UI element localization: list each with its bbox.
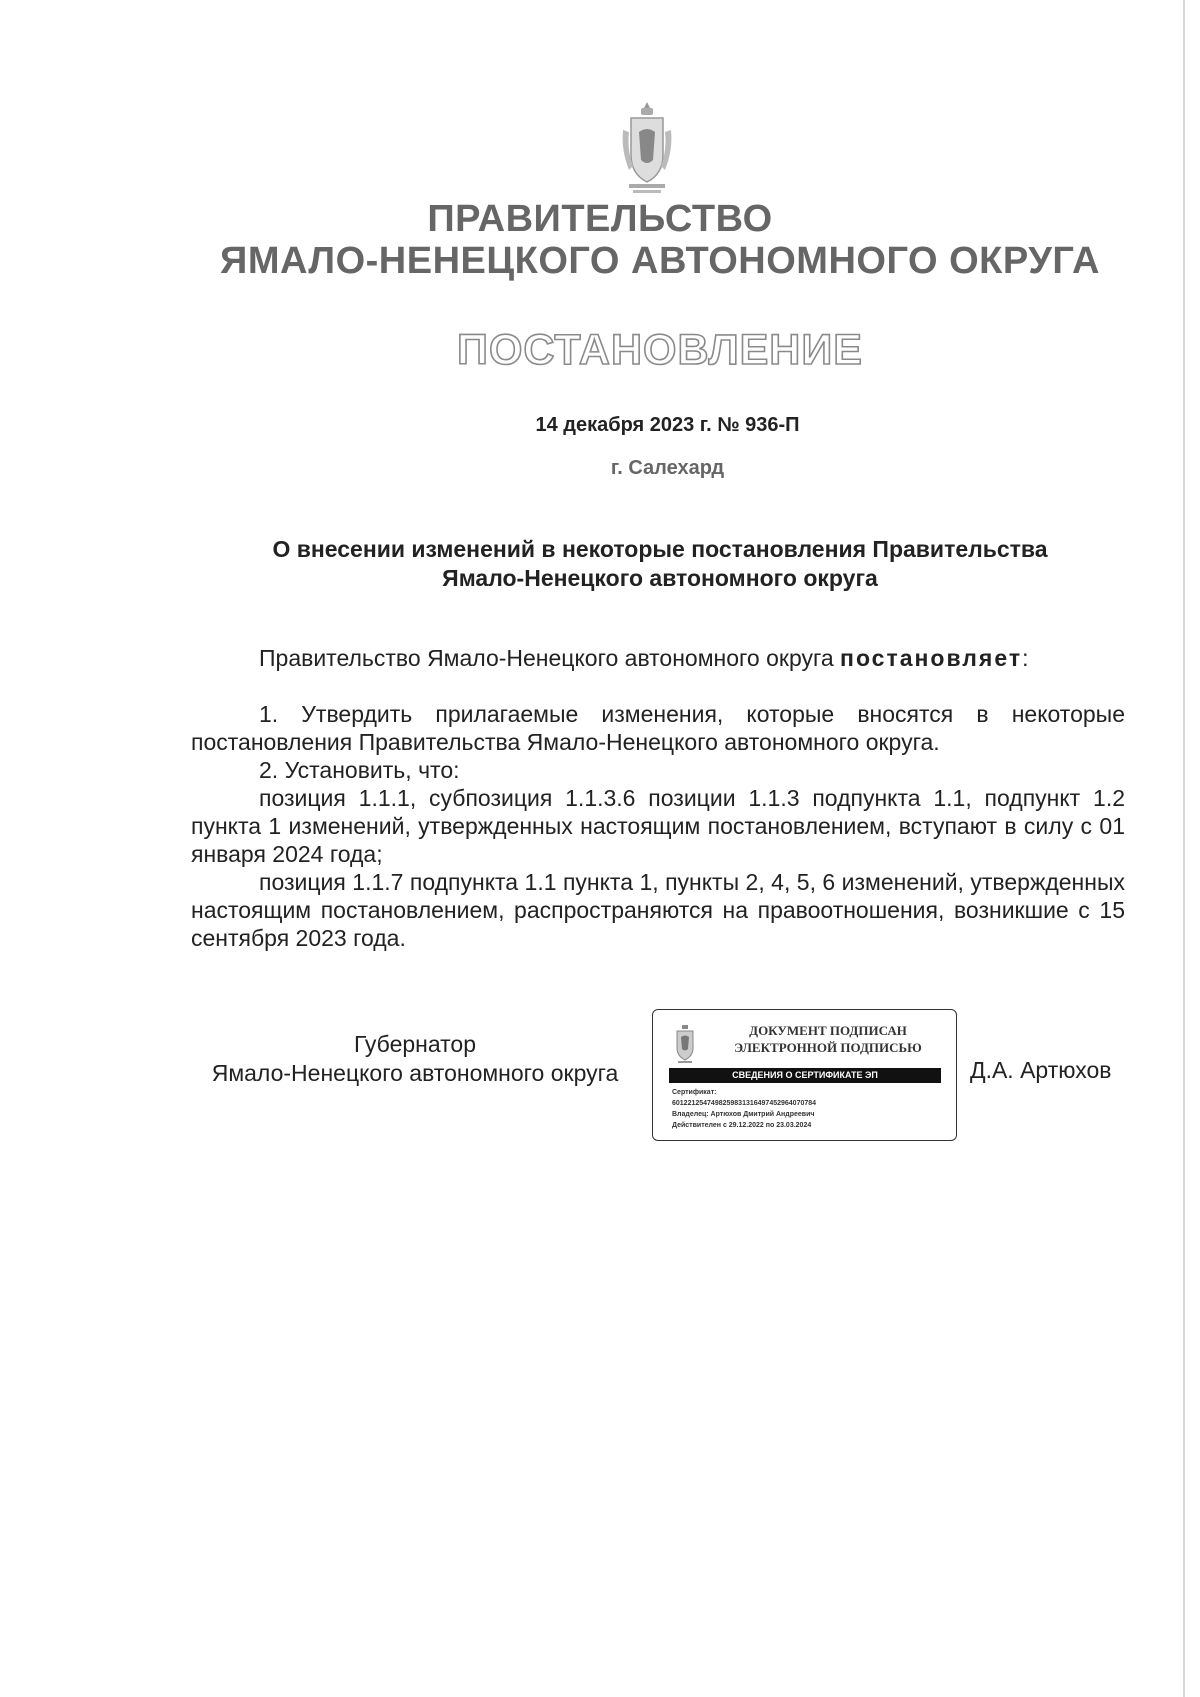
stamp-cert-number: 6012212547498259831316497452964070784 bbox=[672, 1100, 817, 1107]
intro-colon: : bbox=[1022, 645, 1029, 671]
document-city: г. Салехард bbox=[610, 457, 725, 479]
paragraph-4: позиция 1.1.7 подпункта 1.1 пункта 1, пункты 2, 4, 5, 6 изменений, утвержденных настоящим постановлением, распространяются на правоотношения, возникшие с 15 сентября 2023 года. bbox=[191, 869, 1125, 951]
stamp-title bbox=[708, 1022, 948, 1056]
electronic-signature-stamp bbox=[652, 1009, 957, 1141]
paragraph-2: 2. Установить, что: bbox=[259, 757, 460, 783]
stamp-owner: Владелец: Артюхов Дмитрий Андреевич bbox=[672, 1111, 815, 1118]
stamp-details bbox=[672, 1087, 948, 1131]
signatory-position bbox=[190, 1030, 640, 1088]
paragraph-1: 1. Утвердить прилагаемые изменения, которые вносятся в некоторые постановления Правительства Ямало-Ненецкого автономного округа. bbox=[191, 701, 1125, 755]
document-title bbox=[200, 535, 1120, 593]
position-line-1: Губернатор bbox=[353, 1031, 477, 1057]
paragraph-3: позиция 1.1.1, субпозиция 1.1.3.6 позиции 1.1.3 подпункта 1.1, подпункт 1.2 пункта 1 изменений, утвержденных настоящим постановлением, вступают в силу с 01 января 2024 года; bbox=[191, 785, 1125, 867]
government-title: ПРАВИТЕЛЬСТВО bbox=[427, 198, 773, 240]
intro-text: Правительство Ямало-Ненецкого автономного округа bbox=[259, 645, 841, 671]
position-line-2: Ямало-Ненецкого автономного округа bbox=[211, 1060, 619, 1086]
intro-keyword: постановляет bbox=[840, 645, 1023, 671]
stamp-cert-label: Сертификат: bbox=[672, 1089, 717, 1096]
intro-paragraph bbox=[191, 644, 1125, 672]
document-body bbox=[191, 644, 1125, 952]
title-line-2: Ямало-Ненецкого автономного округа bbox=[442, 565, 878, 591]
stamp-validity: Действителен с 29.12.2022 по 23.03.2024 bbox=[672, 1122, 812, 1129]
government-region: ЯМАЛО-НЕНЕЦКОГО АВТОНОМНОГО ОКРУГА bbox=[220, 240, 1100, 282]
stamp-title-line-1: ДОКУМЕНТ ПОДПИСАН bbox=[749, 1023, 907, 1038]
stamp-title-line-2: ЭЛЕКТРОННОЙ ПОДПИСЬЮ bbox=[734, 1040, 922, 1055]
document-type: ПОСТАНОВЛЕНИЕ bbox=[457, 326, 863, 374]
title-line-1: О внесении изменений в некоторые постановления Правительства bbox=[272, 536, 1048, 562]
document-date-number: 14 декабря 2023 г. № 936-П bbox=[535, 414, 800, 436]
coat-of-arms-emblem bbox=[617, 100, 677, 200]
signatory-name: Д.А. Артюхов bbox=[970, 1057, 1112, 1083]
stamp-certificate-bar: СВЕДЕНИЯ О СЕРТИФИКАТЕ ЭП bbox=[669, 1068, 941, 1083]
stamp-emblem-icon bbox=[673, 1024, 697, 1064]
